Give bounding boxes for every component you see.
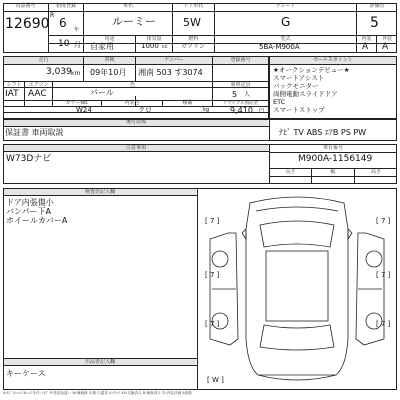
grade: G — [281, 15, 291, 29]
notes-text: W73Dナビ — [6, 154, 52, 164]
chassis-label: 車台番号 — [322, 145, 343, 151]
sales-item: ETC — [273, 98, 286, 106]
use-type: 自家用 — [90, 42, 114, 51]
lot-number: 12690 — [5, 16, 50, 32]
seats: 5 — [232, 90, 238, 99]
sales-item: バックモニター — [273, 82, 319, 90]
reg-month: 10 — [58, 39, 70, 49]
int-color-label: 内装色 — [124, 100, 140, 106]
recycle-label: リサイクル預託金 — [222, 101, 259, 106]
legend: A:ｷｽﾞ U:ﾍｺﾐ B:ﾍｺﾐを伴うｷｽﾞ P:塗装色違い W:補修跡 S:錆 C:腐食 X:ｸﾗｯｸ XX:交換済み R:補修済み 内:内装評価 5段階 — [3, 391, 192, 395]
mileage: 3,039 — [46, 67, 72, 77]
car-name-label: 車名 — [122, 3, 133, 9]
chassis-number: M900A-1156149 — [298, 154, 373, 164]
year-reg-label: 初度登録 — [55, 3, 76, 9]
post-label: 後付装備 — [125, 119, 146, 125]
car-damage-diagram — [198, 189, 396, 389]
displacement: 1000 — [141, 42, 159, 50]
reg-number-label: 登録番号 — [230, 57, 251, 63]
width-label: 幅 — [330, 169, 336, 175]
reg-year: 6 — [59, 16, 67, 30]
color: パール — [90, 88, 114, 97]
int-color: クロ — [138, 106, 152, 114]
exterior-grade: A — [382, 42, 389, 52]
car-name: ルーミー — [112, 15, 156, 28]
sales-label: セールスポイント — [313, 57, 353, 63]
damage-mark: [ 7 ] — [205, 320, 220, 328]
ac-label: エアコン — [28, 82, 49, 88]
color-no-label: カラーNo. — [65, 100, 89, 106]
mileage-unit: km — [71, 70, 81, 77]
inspection-item: ホイールカバーA — [6, 216, 68, 225]
damage-mark: [ 7 ] — [376, 320, 391, 328]
color-label: 色 — [129, 82, 135, 88]
fuel: ガソリン — [181, 43, 206, 50]
inspection-item: バンパー下A — [6, 207, 51, 216]
recycle: 9,410 — [230, 106, 253, 115]
grade-label: グレード — [275, 3, 296, 9]
damage-mark: [ 7 ] — [376, 217, 391, 225]
inspect-label: 車検 — [104, 57, 115, 63]
warranty: 保証書 車両取説 — [5, 128, 64, 137]
inspection-label: 検査員記入欄 — [84, 189, 115, 195]
interior-label: 内装 — [361, 36, 372, 42]
post-items: ﾅﾋﾞ TV ABS ｴｱB PS PW — [279, 128, 367, 137]
fuel-label: 燃料 — [188, 36, 199, 42]
model-label: 型式 — [280, 36, 291, 42]
score-label: 評価点 — [369, 3, 385, 9]
year-unit: 年 — [74, 27, 80, 33]
use-label-hd: 用途 — [104, 36, 115, 42]
exhibitor-label: 出品者記入欄 — [84, 359, 115, 365]
doors: 5W — [183, 16, 201, 29]
sales-list — [273, 66, 395, 114]
inspection-list — [6, 198, 67, 225]
damage-mark: [ 7 ] — [205, 271, 220, 279]
era-label: R — [50, 12, 55, 19]
damage-mark: [ 7 ] — [376, 271, 391, 279]
damage-mark-bottom: [ W ] — [207, 376, 224, 384]
interior-grade: A — [362, 42, 369, 52]
height-label: 高さ — [370, 169, 381, 175]
ac: AAC — [28, 89, 47, 99]
damage-mark: [ 7 ] — [205, 217, 220, 225]
plate-label: ナンバー — [164, 57, 184, 63]
mileage-label: 走行 — [38, 57, 49, 63]
sales-item: ★オークションデビュー★ — [273, 66, 350, 74]
recycle-unit: 円 — [259, 108, 265, 114]
shift-label: シフト — [6, 82, 22, 88]
color-no: W24 — [76, 106, 92, 114]
length-label: 長さ — [285, 169, 296, 175]
inspect-date: 09年10月 — [90, 68, 127, 77]
score: 5 — [370, 15, 379, 31]
month-unit: 月 — [74, 41, 81, 49]
doors-label: ドア形状 — [183, 3, 204, 9]
exhibitor-text: キーケース — [6, 369, 46, 378]
plate: 湘南 503 す3074 — [138, 68, 203, 77]
lot-label: 出品番号 — [15, 3, 36, 9]
inspection-item: ドア内張傷小 — [6, 198, 54, 207]
sales-item: スマートストップ — [273, 106, 325, 114]
exterior-label: 外装 — [381, 36, 392, 42]
sales-item: スマートアシスト — [273, 74, 325, 82]
seats-label: 乗車定員 — [230, 82, 251, 88]
sales-item: 両側電動スライドドア — [273, 90, 338, 98]
disp-label: 排気量 — [146, 36, 162, 42]
disp-unit: cc — [162, 44, 168, 50]
seats-unit: 人 — [244, 91, 251, 98]
load-label: 積載 — [182, 100, 193, 106]
notes-label: 注意事項 — [125, 145, 146, 151]
model: 5BA-M900A — [259, 43, 300, 51]
load-unit: kg — [203, 107, 210, 113]
shift: IAT — [5, 89, 19, 99]
